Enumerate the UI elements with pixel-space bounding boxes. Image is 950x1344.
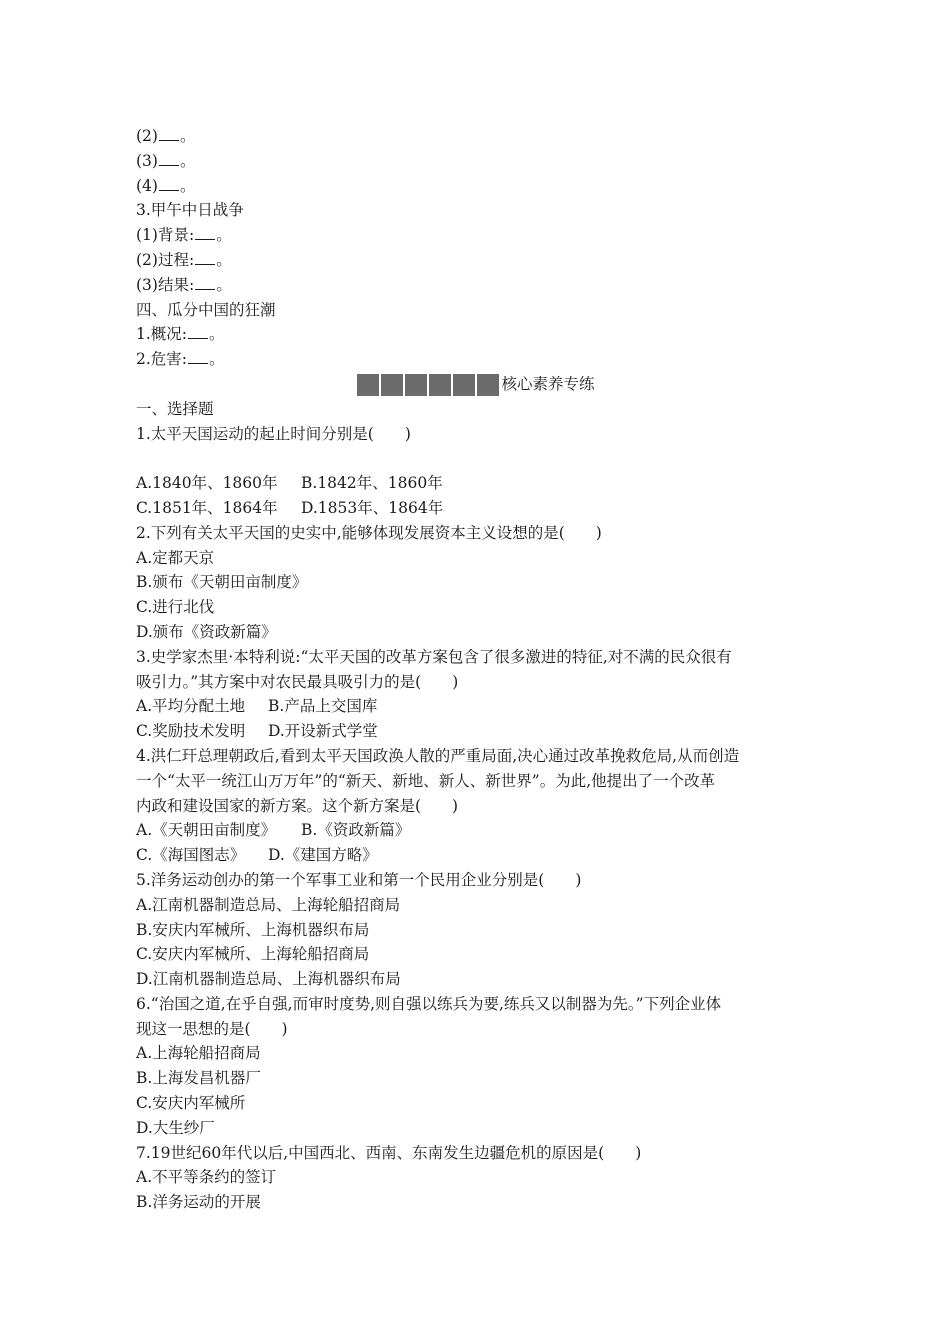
document-content: [136, 124, 816, 1215]
question-options: C.奖励技术发明 D.开设新式学堂: [136, 722, 378, 741]
fill-blank: [159, 176, 179, 191]
question-option: C.安庆内军械所、上海轮船招商局: [136, 945, 370, 964]
question-option: D.颁布《资政新篇》: [136, 622, 277, 641]
question-option: C.进行北伐: [136, 598, 215, 617]
question-options: A.平均分配土地 B.产品上交国库: [136, 697, 378, 716]
core-practice-banner: [136, 372, 816, 397]
question-stem: 4.洪仁玕总理朝政后,看到太平天国政涣人散的严重局面,决心通过改革挽救危局,从而创造: [136, 746, 740, 765]
question-stem: 吸引力。”其方案中对农民最具吸引力的是( ): [136, 672, 459, 691]
fill-blank: [188, 324, 208, 339]
question-option: B.上海发昌机器厂: [136, 1069, 261, 1088]
question-option: C.安庆内军械所: [136, 1094, 246, 1113]
question-options: A.1840年、1860年 B.1842年、1860年: [136, 474, 443, 493]
section-title: 一、选择题: [136, 399, 214, 418]
question-stem: 2.下列有关太平天国的史实中,能够体现发展资本主义设想的是( ): [136, 523, 602, 542]
question-option: A.定都天京: [136, 548, 215, 567]
fill-line: (3) 。: [136, 151, 196, 170]
fill-line: 2.危害: 。: [136, 350, 225, 369]
fill-blank: [188, 349, 208, 364]
question-stem: 1.太平天国运动的起止时间分别是( ): [136, 424, 411, 443]
banner-title: 核心素养专练: [501, 374, 595, 393]
question-options: A.《天朝田亩制度》 B.《资政新篇》: [136, 821, 411, 840]
fill-line: 1.概况: 。: [136, 325, 225, 344]
section-heading: 四、瓜分中国的狂潮: [136, 300, 276, 319]
question-stem: 内政和建设国家的新方案。这个新方案是( ): [136, 796, 459, 815]
question-stem: 5.洋务运动创办的第一个军事工业和第一个民用企业分别是( ): [136, 870, 582, 889]
question-stem: 一个“太平一统江山万万年”的“新天、新地、新人、新世界”。为此,他提出了一个改革: [136, 771, 716, 790]
question-stem: 7.19世纪60年代以后,中国西北、西南、东南发生边疆危机的原因是( ): [136, 1143, 642, 1162]
fill-line: (3)结果: 。: [136, 275, 232, 294]
question-stem: 现这一思想的是( ): [136, 1019, 288, 1038]
fill-line: (1)背景: 。: [136, 226, 232, 245]
fill-line: (2) 。: [136, 127, 196, 145]
question-option: D.大生纱厂: [136, 1118, 215, 1137]
banner-block-decoration: [357, 374, 501, 396]
fill-line: (2)过程: 。: [136, 250, 232, 269]
question-option: B.安庆内军械所、上海机器织布局: [136, 920, 370, 939]
question-option: B.颁布《天朝田亩制度》: [136, 573, 308, 592]
question-option: A.江南机器制造总局、上海轮船招商局: [136, 895, 401, 914]
question-option: A.上海轮船招商局: [136, 1044, 261, 1063]
question-stem: 3.史学家杰里·本特利说:“太平天国的改革方案包含了很多激进的特征,对不满的民众很有: [136, 647, 732, 666]
fill-blank: [159, 126, 179, 141]
fill-line: (4) 。: [136, 176, 196, 195]
fill-blank: [195, 225, 215, 240]
question-option: B.洋务运动的开展: [136, 1193, 261, 1212]
question-stem: 6.“治国之道,在乎自强,而审时度势,则自强以练兵为要,练兵又以制器为先。”下列企业体: [136, 994, 722, 1013]
section-heading: 3.甲午中日战争: [136, 201, 244, 220]
fill-blank: [195, 275, 215, 290]
question-options: C.《海国图志》 D.《建国方略》: [136, 846, 378, 865]
question-option: D.江南机器制造总局、上海机器织布局: [136, 970, 401, 989]
question-option: A.不平等条约的签订: [136, 1168, 277, 1187]
question-options: C.1851年、1864年 D.1853年、1864年: [136, 498, 444, 517]
fill-blank: [195, 250, 215, 265]
fill-blank: [159, 151, 179, 166]
